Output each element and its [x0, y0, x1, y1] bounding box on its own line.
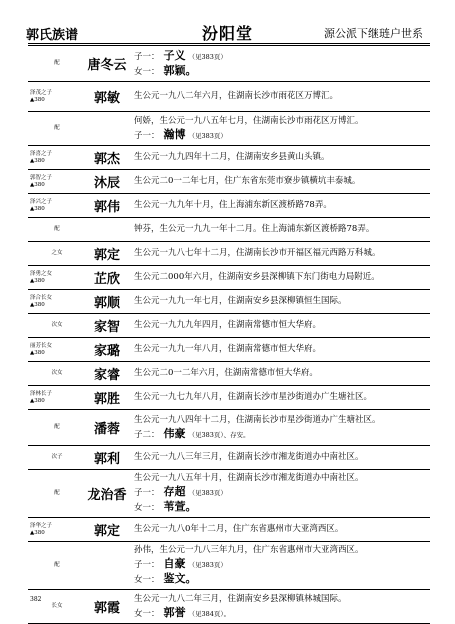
relation-label: 郭智之子	[30, 174, 53, 181]
page-number: 382	[30, 596, 42, 603]
detail-line: 孙伟，生公元一九八三年九月，住广东省惠州市大亚湾西区。	[134, 545, 364, 555]
child-label: 女一：	[134, 66, 160, 77]
detail-line: 生公元一九八二年六月，住湖南长沙市雨花区万博汇。	[134, 91, 339, 101]
relation-label: 配	[54, 490, 60, 496]
detail-line: 生公元一九八四年十二月，住湖南长沙市星沙街道办广生塘社区。	[134, 414, 381, 425]
genealogy-row	[28, 170, 430, 194]
genealogy-row	[28, 82, 430, 112]
detail-line: 生公元一九九九年四月，住湖南常德市恒大华府。	[134, 320, 322, 330]
relation-cell	[28, 146, 84, 170]
relation-cell	[28, 170, 84, 194]
details-cell	[130, 82, 430, 112]
details-cell	[130, 314, 430, 338]
person-name	[84, 112, 130, 146]
detail-line: 生公元二0一二年六月，住湖南常德市恒大华府。	[134, 368, 318, 378]
detail-line: 生公元一九九一年七月，住湖南安乡县深柳镇恒生国际。	[134, 296, 347, 306]
child-page-ref: （见383页）	[188, 131, 227, 140]
details-cell	[130, 590, 430, 624]
relation-cell	[28, 410, 84, 446]
detail-line: 生公元一九八0年十二月，住广东省惠州市大亚湾西区。	[134, 524, 344, 534]
child-name: 苇萱。	[163, 500, 197, 513]
relation-label: 泽喜之子	[30, 150, 53, 157]
details-cell	[130, 290, 430, 314]
relation-cell	[28, 82, 84, 112]
person-name	[84, 542, 130, 590]
genealogy-row	[28, 470, 430, 518]
details-cell	[130, 266, 430, 290]
genealogy-row	[28, 218, 430, 242]
child-entry	[134, 427, 430, 442]
genealogy-row	[28, 338, 430, 362]
relation-label: 长女	[51, 603, 63, 609]
person-name: 沐辰	[84, 170, 130, 194]
child-name: 鉴文。	[163, 572, 197, 585]
relation-cell	[28, 542, 84, 590]
child-label: 子一：	[134, 488, 160, 498]
relation-label: 泽勇之女	[30, 270, 53, 277]
genealogy-table	[28, 45, 430, 624]
details-cell	[130, 146, 430, 170]
detail-line: 生公元二000年六月，住湖南安乡县深柳镇下东门街电力局附近。	[134, 272, 380, 282]
child-label: 子一：	[134, 51, 160, 62]
header-book-title: 郭氏族谱	[26, 28, 79, 43]
genealogy-row	[28, 446, 430, 470]
relation-cell	[28, 590, 84, 624]
details-cell	[130, 46, 430, 82]
child-name: 郭颖。	[163, 63, 197, 77]
relation-cell	[28, 362, 84, 386]
details-cell	[130, 170, 430, 194]
person-name: 郭顺	[84, 290, 130, 314]
genealogy-row	[28, 314, 430, 338]
relation-label: 配	[54, 424, 60, 430]
relation-cell	[28, 314, 84, 338]
relation-label: 配	[54, 125, 60, 131]
detail-line: 生公元一九八二年三月，住湖南安乡县深柳镇林城国际。	[134, 593, 347, 604]
genealogy-row	[28, 590, 430, 624]
child-page-ref: （见383页）、存安。	[188, 430, 250, 439]
relation-label: 泽合长女	[30, 294, 53, 301]
generation-ref: ▲380	[30, 205, 45, 212]
child-name: 伟豪	[163, 426, 186, 440]
relation-cell	[28, 242, 84, 266]
details-cell	[130, 410, 430, 446]
relation-cell	[28, 266, 84, 290]
generation-ref: ▲380	[30, 277, 45, 284]
relation-label: 次女	[51, 370, 63, 376]
genealogy-row	[28, 112, 430, 146]
person-name: 郭霞	[84, 590, 130, 624]
genealogy-row	[28, 542, 430, 590]
genealogy-row	[28, 146, 430, 170]
child-name: 自豪	[163, 557, 186, 570]
person-name: 郭定	[84, 518, 130, 542]
relation-label: 配	[54, 60, 60, 66]
child-name: 郭誉	[163, 605, 186, 619]
details-cell	[130, 542, 430, 590]
person-name: 家睿	[84, 362, 130, 386]
genealogy-row	[28, 266, 430, 290]
relation-cell	[28, 386, 84, 410]
child-label: 女一：	[134, 503, 160, 513]
child-entry	[134, 485, 430, 500]
child-page-ref: （见383页）	[188, 561, 227, 569]
relation-cell	[28, 518, 84, 542]
generation-ref: ▲380	[30, 157, 45, 164]
person-name: 郭利	[84, 446, 130, 470]
person-name: 郭杰	[84, 146, 130, 170]
details-cell	[130, 446, 430, 470]
person-name: 家璐	[84, 338, 130, 362]
person-name: 郭胜	[84, 386, 130, 410]
person-name: 郭定	[84, 242, 130, 266]
detail-line: 何娇，生公元一九八五年七月，住湖南长沙市雨花区万博汇。	[134, 115, 364, 126]
detail-line: 生公元一九九一年八月，住湖南常德市恒大华府。	[134, 344, 322, 354]
genealogy-row	[28, 194, 430, 218]
child-name: 瀚博	[163, 127, 186, 141]
child-label: 女一：	[134, 608, 160, 619]
relation-cell	[28, 446, 84, 470]
details-cell	[130, 386, 430, 410]
genealogy-row	[28, 362, 430, 386]
relation-cell	[28, 112, 84, 146]
person-name: 龙治香	[84, 470, 130, 518]
child-label: 子一：	[134, 130, 160, 141]
person-name: 芷欣	[84, 266, 130, 290]
relation-label: 之女	[51, 250, 63, 256]
person-name	[84, 218, 130, 242]
child-page-ref: （见384页）。	[188, 609, 231, 618]
generation-ref: ▲380	[30, 181, 45, 188]
relation-label: 次子	[51, 454, 63, 460]
genealogy-row	[28, 386, 430, 410]
child-entry	[134, 572, 430, 587]
header-rule	[28, 43, 430, 44]
details-cell	[130, 518, 430, 542]
child-entry	[134, 128, 430, 143]
detail-line: 生公元一九九年十月，住上海浦东新区渡桥路78弄。	[134, 200, 332, 210]
generation-ref: ▲380	[30, 301, 45, 308]
generation-ref: ▲380	[30, 349, 45, 356]
child-page-ref: （见383页）	[188, 489, 227, 497]
genealogy-row	[28, 518, 430, 542]
details-cell	[130, 362, 430, 386]
generation-ref: ▲380	[30, 529, 45, 536]
genealogy-row	[28, 46, 430, 82]
details-cell	[130, 112, 430, 146]
relation-label: 配	[54, 226, 60, 232]
child-label: 子二：	[134, 429, 160, 440]
person-name: 唐冬云	[84, 46, 130, 82]
child-label: 子一：	[134, 560, 160, 570]
child-name: 子义	[163, 48, 186, 62]
relation-cell	[28, 194, 84, 218]
person-name: 潘蓉	[84, 410, 130, 446]
genealogy-row	[28, 290, 430, 314]
details-cell	[130, 470, 430, 518]
detail-line: 生公元一九八三年三月，住湖南长沙市湘龙街道办中南社区。	[134, 452, 364, 462]
details-cell	[130, 338, 430, 362]
relation-cell	[28, 46, 84, 82]
relation-cell	[28, 218, 84, 242]
child-label: 女一：	[134, 575, 160, 585]
details-cell	[130, 242, 430, 266]
child-entry	[134, 64, 430, 79]
child-entry	[134, 49, 430, 64]
detail-line: 生公元一九八五年十月，住湖南长沙市湘龙街道办中南社区。	[134, 473, 364, 483]
child-page-ref: （见383页）	[188, 52, 227, 61]
relation-cell	[28, 290, 84, 314]
details-cell	[130, 218, 430, 242]
relation-label: 泽茂之子	[30, 89, 53, 96]
relation-cell	[28, 470, 84, 518]
header-branch: 源公派下继琏户世系	[324, 27, 423, 40]
detail-line: 生公元一九九四年十二月，住湖南安乡县黄山头镇。	[134, 152, 330, 162]
person-name: 郭敏	[84, 82, 130, 112]
genealogy-row	[28, 242, 430, 266]
detail-line: 钟芬，生公元一九九一年十二月。住上海浦东新区渡桥路78弄。	[134, 224, 375, 234]
child-name: 存超	[163, 485, 186, 498]
relation-label: 丽芳长女	[30, 342, 53, 349]
child-entry	[134, 557, 430, 572]
child-entry	[134, 606, 430, 621]
relation-label: 泽华之子	[30, 522, 53, 529]
relation-label: 次女	[51, 322, 63, 328]
relation-label: 泽林长子	[30, 390, 53, 397]
header-hall-name: 汾阳堂	[201, 24, 253, 43]
generation-ref: ▲380	[30, 96, 45, 103]
detail-line: 生公元一九七九年八月，住湖南长沙市星沙街道办广生塘社区。	[134, 392, 373, 402]
person-name: 家智	[84, 314, 130, 338]
details-cell	[130, 194, 430, 218]
genealogy-row	[28, 410, 430, 446]
detail-line: 生公元一九八七年十二月，住湖南长沙市开福区福元西路万科城。	[134, 248, 381, 258]
detail-line: 生公元二0一二年七月，住广东省东莞市寮步镇横坑丰泰城。	[134, 176, 361, 186]
relation-cell	[28, 338, 84, 362]
child-entry	[134, 500, 430, 515]
generation-ref: ▲380	[30, 397, 45, 404]
person-name: 郭伟	[84, 194, 130, 218]
relation-label: 配	[54, 562, 60, 568]
relation-label: 泽兴之子	[30, 198, 53, 205]
